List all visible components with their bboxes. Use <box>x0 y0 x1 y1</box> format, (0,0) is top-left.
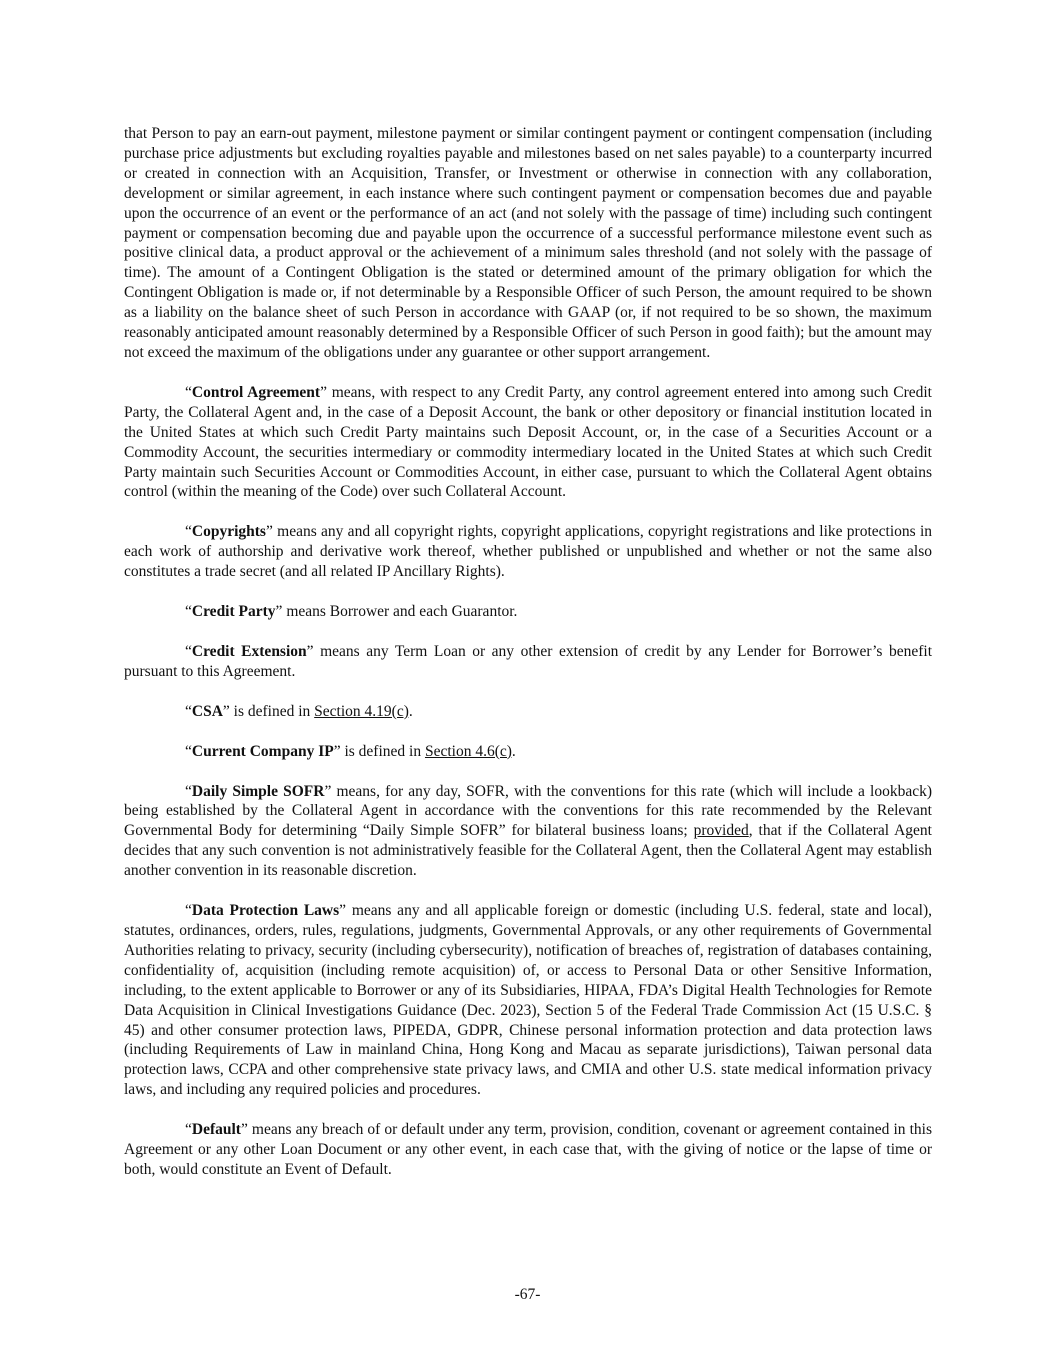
definition-text: means, with respect to any Credit Party, any control agreement entered into among such Credit Party, the Collateral Agent and, in the case of a Deposit Account, the bank or other depository or financial institution located in the United States at which such Credit Party maintains such Deposit Account, or, in the case of a Securities Account or a Commodity Account, the securities intermediary or commodity intermediary located in the United States at which such Credit Party maintain such Securities Account or Commodities Account, in either case, pursuant to which the Collateral Agent obtains control (within the meaning of the Code) over such Collateral Account. <box>124 383 932 501</box>
open-quote: “ <box>185 642 192 660</box>
definition-text: means any breach of or default under any term, provision, condition, covenant or agreement contained in this Agreement or any other Loan Document or any other event, in each case that, with the giving of notice or the lapse of time or both, would constitute an Event of Default. <box>124 1121 932 1178</box>
open-quote: “ <box>185 702 192 720</box>
open-quote: “ <box>185 902 192 920</box>
defined-term: Credit Extension <box>191 642 307 660</box>
defined-term: Copyrights <box>191 523 266 541</box>
open-quote: “ <box>185 523 192 541</box>
close-quote: ” <box>339 902 347 920</box>
defined-term: Current Company IP <box>191 742 334 760</box>
defined-term: Credit Party <box>191 603 276 621</box>
definition-end: . <box>408 702 413 720</box>
open-quote: “ <box>185 1121 192 1139</box>
close-quote: ” <box>275 603 283 621</box>
defined-term: CSA <box>191 702 223 720</box>
continuation-paragraph <box>124 124 932 363</box>
proviso-word: provided <box>693 822 749 840</box>
document-page <box>124 124 932 1200</box>
definition-copyrights <box>124 522 932 582</box>
definition-text: means Borrower and each Guarantor. <box>282 603 518 621</box>
open-quote: “ <box>185 742 192 760</box>
open-quote: “ <box>185 383 192 401</box>
definition-text: is defined in <box>340 742 425 760</box>
defined-term: Daily Simple SOFR <box>191 782 325 800</box>
definition-rest: , that if the Collateral Agent decides that any such convention is not administratively feasible for the Collateral Agent, then the Collateral Agent may establish another convention in its reasonable discretion. <box>124 822 932 880</box>
definition-data-protection-laws <box>124 901 932 1100</box>
definition-end: . <box>511 742 516 760</box>
section-reference-link[interactable]: Section 4.6(c) <box>424 742 512 760</box>
definition-csa <box>124 702 932 722</box>
definition-credit-extension <box>124 642 932 682</box>
defined-term: Data Protection Laws <box>191 902 340 920</box>
defined-term: Control Agreement <box>191 383 321 401</box>
close-quote: ” <box>306 642 314 660</box>
close-quote: ” <box>265 523 273 541</box>
definition-text: means any and all copyright rights, copyright applications, copyright registrations and like protections in each work of authorship and derivative work thereof, whether published or unpublished and whether or not the same also constitutes a trade secret (and all related IP Ancillary Rights). <box>124 523 932 581</box>
definition-text: means, for any day, SOFR, with the conventions for this rate (which will include a lookback) being established by the Collateral Agent in accordance with the conventions for this rate recommended by the Relevant Governmental Body for determining “Daily Simple SOFR” for bilateral business loans; <box>124 782 933 840</box>
section-reference-link[interactable]: Section 4.19(c) <box>314 702 409 720</box>
close-quote: ” <box>324 782 332 800</box>
continuation-text: that Person to pay an earn-out payment, milestone payment or similar contingent payment or contingent compensation (including purchase price adjustments but excluding royalties payable and milestones based on net sales payable) to a counterparty incurred or created in connection with an Acquisition, Transfer, or Investment or otherwise in connection with any collaboration, development or similar agreement, in each instance where such contingent payment or compensation becomes due and payable upon the occurrence of an event or the performance of an act (and not solely with the passage of time) including such contingent payment or compensation becoming due and payable upon the occurrence of a successful performance milestone event such as positive clinical data, a product approval or the achievement of a minimum sales threshold (and not solely with the passage of time). The amount of a Contingent Obligation is the stated or determined amount of the primary obligation for which the Contingent Obligation is made or, if not determinable by a Responsible Officer of such Person, the amount required to be shown as a liability on the balance sheet of such Person in accordance with GAAP (or, if not required to be so shown, the maximum reasonably anticipated amount reasonably determined by a Responsible Officer of such Person in good faith); but the amount may not exceed the maximum of the obligations under any guarantee or other support arrangement. <box>124 125 932 361</box>
definition-credit-party <box>124 602 932 622</box>
definition-daily-simple-sofr <box>124 782 932 882</box>
close-quote: ” <box>240 1121 248 1139</box>
page-number: -67- <box>514 1286 541 1303</box>
close-quote: ” <box>222 702 230 720</box>
definition-control-agreement <box>124 383 932 502</box>
definition-text: means any and all applicable foreign or domestic (including U.S. federal, state and local), statutes, ordinances, orders, rules, regulations, judgments, Governmental Approvals, or any other requirements of Governmental Authorities relating to privacy, security (including cybersecurity), notification of breaches of, registration of databases containing, confidentiality of, acquisition (including remote acquisition) of, or access to Personal Data or other Sensitive Information, including, to the extent applicable to Borrower or any of its Subsidiaries, HIPAA, FDA’s Digital Health Technologies for Remote Data Acquisition in Clinical Investigations Guidance (Dec. 2023), Section 5 of the Federal Trade Commission Act (15 U.S.C. § 45) and other consumer protection laws, PIPEDA, GDPR, Chinese personal information protection and data protection laws (including Requirements of Law in mainland China, Hong Kong and Macau as separate jurisdictions), Taiwan personal data protection laws, CCPA and other comprehensive state privacy laws, and CMIA and other U.S. state medical information privacy laws, and including any required policies and procedures. <box>124 902 933 1099</box>
close-quote: ” <box>320 383 327 401</box>
open-quote: “ <box>185 782 192 800</box>
definition-default <box>124 1120 932 1180</box>
definition-text: is defined in <box>229 702 315 720</box>
defined-term: Default <box>191 1121 241 1139</box>
definition-current-company-ip <box>124 742 932 762</box>
open-quote: “ <box>185 603 192 621</box>
close-quote: ” <box>333 742 341 760</box>
definition-text: means any Term Loan or any other extension of credit by any Lender for Borrower’s benefit pursuant to this Agreement. <box>124 642 932 680</box>
